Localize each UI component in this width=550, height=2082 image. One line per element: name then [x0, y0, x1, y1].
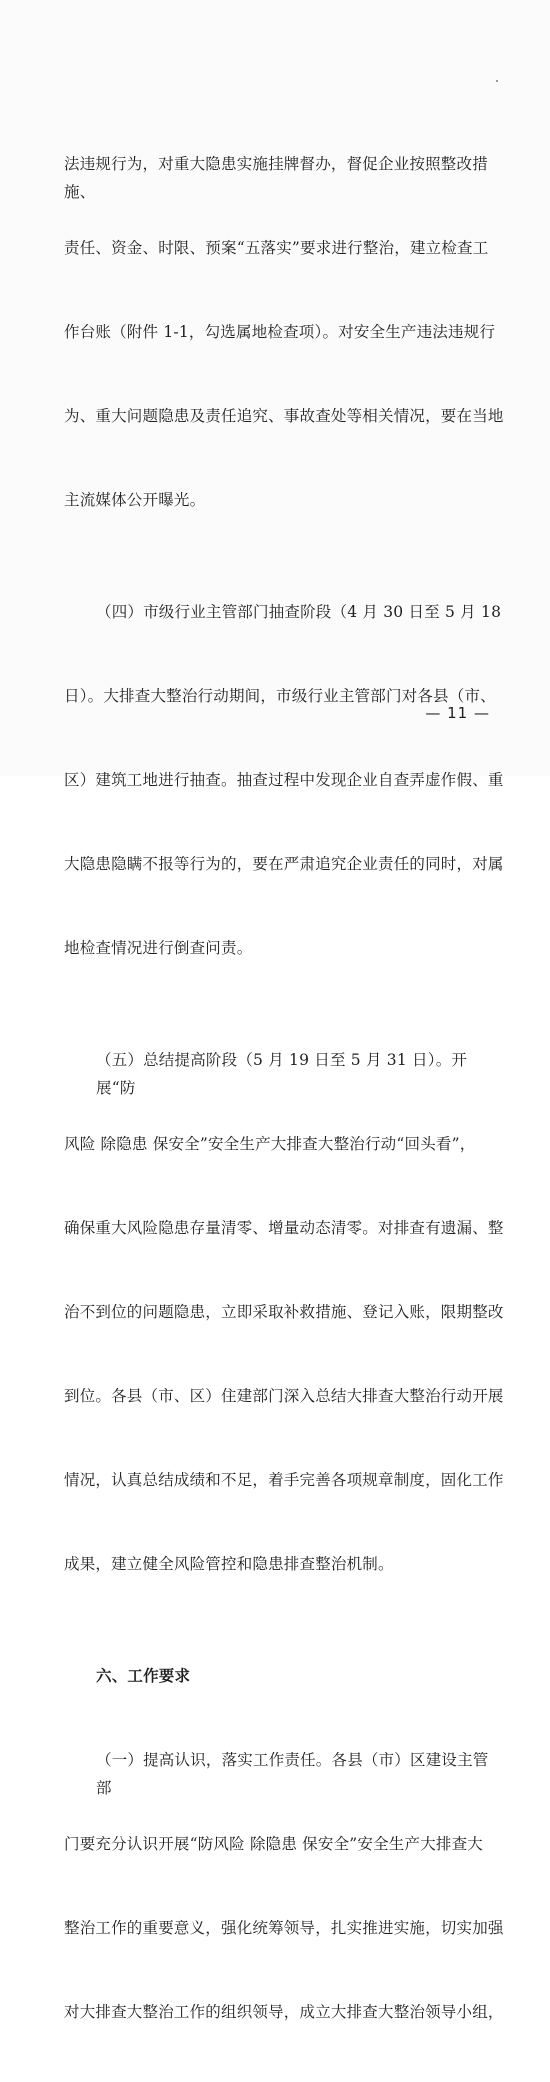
section-line: （一）提高认识，落实工作责任。各县（市）区建设主管部: [96, 1751, 489, 1797]
body-text: [64, 94, 504, 2082]
paragraph-line: 区）建筑工地进行抽查。抽查过程中发现企业自查弄虚作假、重: [64, 771, 504, 789]
paragraph-line: 主流媒体公开曝光。: [64, 491, 206, 509]
paragraph-line: 为、重大问题隐患及责任追究、事故查处等相关情况，要在当地: [64, 407, 504, 425]
paragraph-line: 责任、资金、时限、预案“五落实”要求进行整治，建立检查工: [64, 239, 489, 257]
paragraph-line: 地检查情况进行倒查问责。: [64, 939, 253, 957]
paragraph-line: 作台账（附件 1-1，勾选属地检查项）。对安全生产违法违规行: [64, 323, 496, 341]
paragraph-line: 对大排查大整治工作的组织领导，成立大排查大整治领导小组，: [64, 2003, 504, 2021]
page-number: — 11 —: [425, 704, 490, 722]
section-heading: 六、工作要求: [96, 1666, 191, 1685]
paragraph-line: 日）。大排查大整治行动期间，市级行业主管部门对各县（市、: [64, 687, 496, 705]
paragraph-line: 成果，建立健全风险管控和隐患排查整治机制。: [64, 1555, 394, 1573]
paragraph-line: 治不到位的问题隐患，立即采取补救措施、登记入账，限期整改: [64, 1303, 504, 1321]
paragraph-line: 门要充分认识开展“防风险 除隐患 保安全”安全生产大排查大: [64, 1835, 484, 1853]
paragraph-line: 确保重大风险隐患存量清零、增量动态清零。对排查有遗漏、整: [64, 1219, 504, 1237]
scan-mark: [496, 80, 498, 82]
paragraph-line: 到位。各县（市、区）住建部门深入总结大排查大整治行动开展: [64, 1387, 504, 1405]
section-line: （四）市级行业主管部门抽查阶段（4 月 30 日至 5 月 18: [96, 603, 502, 621]
paragraph-line: 大隐患隐瞒不报等行为的，要在严肃追究企业责任的同时，对属: [64, 855, 504, 873]
paragraph-line: 情况，认真总结成绩和不足，着手完善各项规章制度，固化工作: [64, 1471, 504, 1489]
paragraph-line: 风险 除隐患 保安全”安全生产大排查大整治行动“回头看”，: [64, 1135, 476, 1153]
paragraph-line: 法违规行为，对重大隐患实施挂牌督办，督促企业按照整改措施、: [64, 155, 488, 201]
section-line: （五）总结提高阶段（5 月 19 日至 5 月 31 日）。开展“防: [96, 1051, 468, 1097]
paragraph-line: 整治工作的重要意义，强化统筹领导，扎实推进实施，切实加强: [64, 1919, 504, 1937]
